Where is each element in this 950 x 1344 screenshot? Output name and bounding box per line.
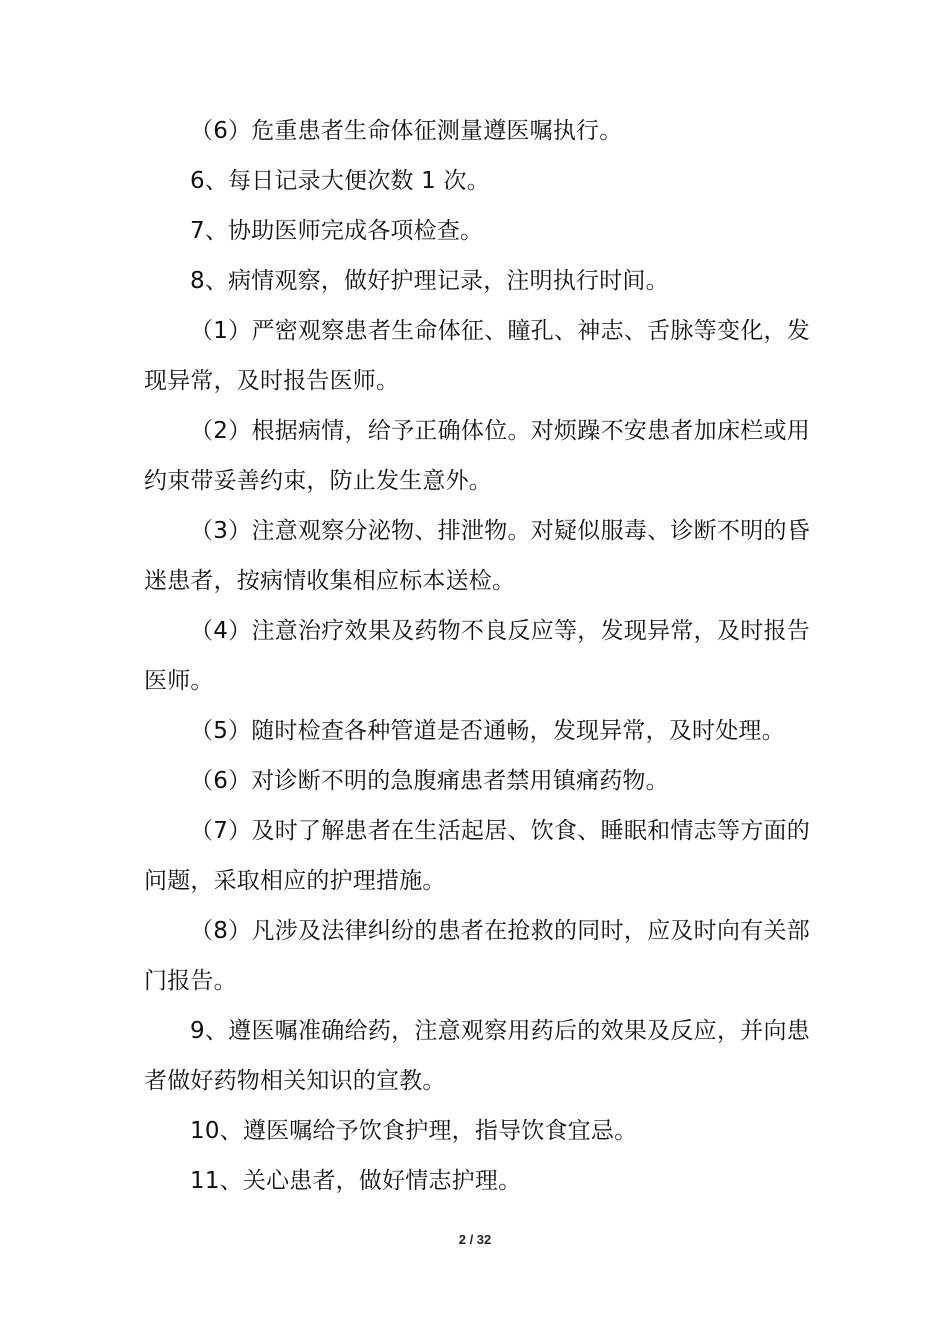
document-body: [144, 106, 810, 1206]
page-number: 2 / 32: [458, 1232, 492, 1247]
paragraph: （3）注意观察分泌物、排泄物。对疑似服毒、诊断不明的昏迷患者，按病情收集相应标本送检。: [144, 518, 810, 594]
paragraph: 9、遵医嘱准确给药，注意观察用药后的效果及反应，并向患者做好药物相关知识的宣教。: [144, 1018, 810, 1094]
paragraph: 10、遵医嘱给予饮食护理，指导饮食宜忌。: [190, 1118, 638, 1144]
paragraph: （4）注意治疗效果及药物不良反应等，发现异常，及时报告医师。: [144, 618, 810, 694]
paragraph: （6）对诊断不明的急腹痛患者禁用镇痛药物。: [190, 768, 669, 794]
paragraph: 7、协助医师完成各项检查。: [190, 218, 484, 244]
paragraph: （2）根据病情，给予正确体位。对烦躁不安患者加床栏或用约束带妥善约束，防止发生意外。: [144, 418, 810, 494]
paragraph: （8）凡涉及法律纠纷的患者在抢救的同时，应及时向有关部门报告。: [144, 918, 810, 994]
paragraph: 11、关心患者，做好情志护理。: [190, 1168, 522, 1194]
paragraph: （1）严密观察患者生命体征、瞳孔、神志、舌脉等变化，发现异常，及时报告医师。: [144, 318, 810, 394]
paragraph: 8、病情观察，做好护理记录，注明执行时间。: [190, 268, 669, 294]
paragraph: （5）随时检查各种管道是否通畅，发现异常，及时处理。: [190, 718, 785, 744]
paragraph: （6）危重患者生命体征测量遵医嘱执行。: [190, 118, 623, 144]
paragraph: （7）及时了解患者在生活起居、饮食、睡眠和情志等方面的问题，采取相应的护理措施。: [144, 818, 810, 894]
paragraph: 6、每日记录大便次数 1 次。: [190, 168, 490, 194]
